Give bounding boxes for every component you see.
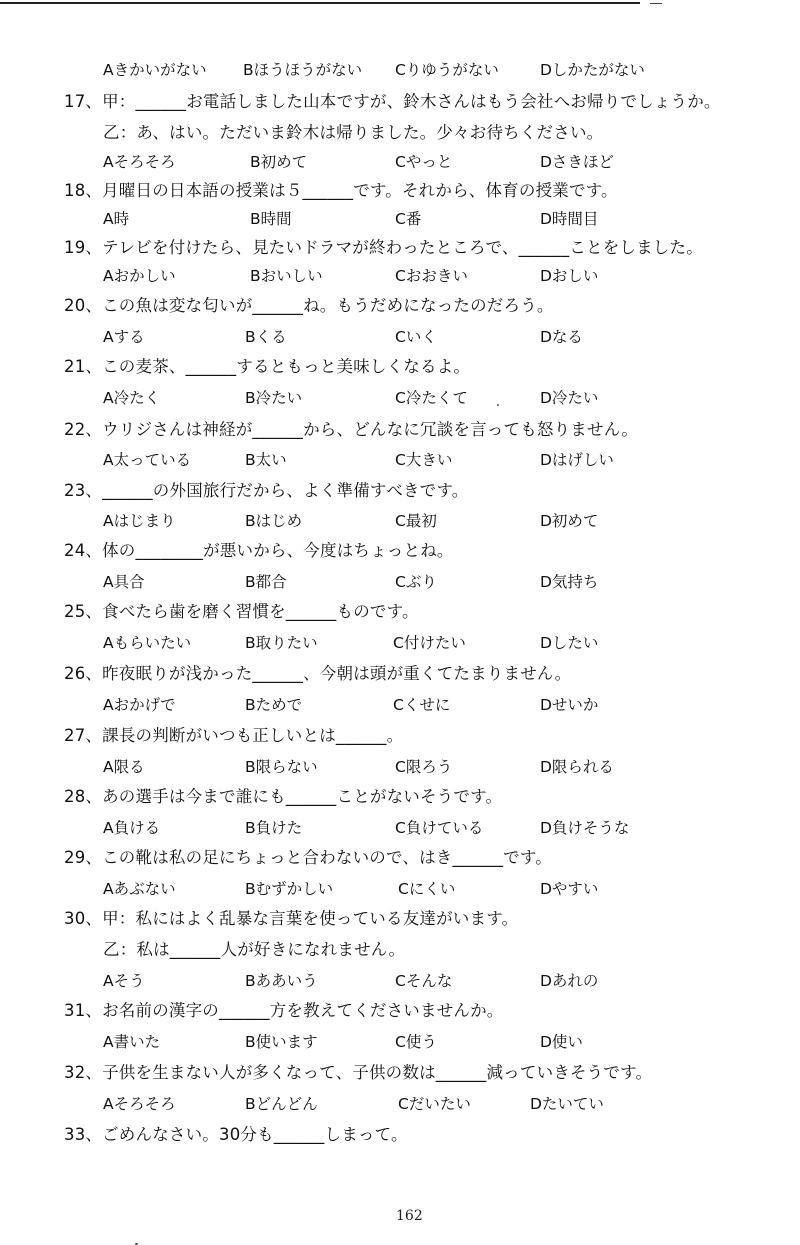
option-22-b: B太い [245,451,287,469]
question-17-line2: 乙：あ、はい。ただいま鈴木は帰りました。少々お待ちください。 [103,123,604,142]
option-18-c: C番 [395,210,422,228]
option-17-c: Cやっと [395,153,453,171]
option-30-c: Cそんな [395,972,453,990]
question-25-text: 25、食べたら歯を磨く習慣を______ものです。 [64,602,419,621]
question-31-text: 31、お名前の漢字の______方を教えてくださいませんか。 [64,1001,504,1020]
question-32-text: 32、子供を生まない人が多くなって、子供の数は______減っていきそうです。 [64,1063,653,1082]
top-border-rule [0,2,640,4]
question-29-text: 29、この靴は私の足にちょっと合わないので、はき______です。 [64,848,552,867]
option-17-b: B初めて [250,153,308,171]
option-28-d: D負けそうな [540,819,630,837]
option-25-d: Dしたい [540,634,599,652]
option-32-a: Aそろそろ [103,1095,176,1113]
option-19-c: Cおおきい [395,267,468,285]
option-17-a: Aそろそろ [103,153,176,171]
page-number: 162 [396,1208,423,1224]
option-28-b: B負けた [245,819,303,837]
option-19-d: Dおしい [540,267,599,285]
option-26-d: Dせいか [540,696,599,714]
option-16-d: Dしかたがない [540,61,645,79]
scan-speck [497,404,499,406]
option-21-c: C冷たくて [395,389,468,407]
option-30-d: Dあれの [540,972,599,990]
option-27-b: B限らない [245,758,318,776]
option-17-d: Dさきほど [540,153,614,171]
option-23-d: D初めて [540,512,599,530]
option-26-a: Aおかげで [103,696,176,714]
option-23-c: C最初 [395,512,437,530]
question-27-text: 27、課長の判断がいつも正しいとは______。 [64,726,404,745]
option-29-b: Bむずかしい [245,880,334,898]
option-28-c: C負けている [395,819,484,837]
option-27-a: A限る [103,758,145,776]
option-31-c: C使う [395,1033,437,1051]
option-26-b: Bためで [245,696,303,714]
option-24-c: Cぶり [395,573,437,591]
option-20-d: Dなる [540,328,583,346]
option-29-d: Dやすい [540,880,599,898]
option-28-a: A負ける [103,819,161,837]
option-29-a: Aあぶない [103,880,176,898]
option-23-a: Aはじまり [103,512,176,530]
question-19-text: 19、テレビを付けたら、見たいドラマが終わったところで、______ことをしました。 [64,238,703,257]
option-22-c: C大きい [395,451,453,469]
option-19-a: Aおかしい [103,267,176,285]
option-25-c: C付けたい [393,634,466,652]
option-24-d: D気持ち [540,573,599,591]
option-32-d: Dたいてい [530,1095,604,1113]
option-18-d: D時間目 [540,210,599,228]
option-24-b: B都合 [245,573,287,591]
option-16-b: Bほうほうがない [243,61,363,79]
question-26-text: 26、昨夜眠りが浅かった______、今朝は頭が重くてたまりません。 [64,664,572,683]
option-16-c: Cりゆうがない [395,61,499,79]
option-18-b: B時間 [250,210,292,228]
question-18-text: 18、月曜日の日本語の授業は５______です。それから、体育の授業です。 [64,181,618,200]
option-25-a: Aもらいたい [103,634,192,652]
option-20-b: Bくる [245,328,287,346]
question-33-text: 33、ごめんなさい。30分も______しまって。 [64,1125,408,1144]
option-25-b: B取りたい [245,634,318,652]
option-21-a: A冷たく [103,389,161,407]
question-30-line2: 乙：私は______人が好きになれません。 [103,940,406,959]
option-32-c: Cだいたい [398,1095,471,1113]
option-22-d: Dはげしい [540,451,614,469]
option-20-c: Cいく [395,328,437,346]
option-31-a: A書いた [103,1033,161,1051]
option-32-b: Bどんどん [245,1095,318,1113]
question-17-text: 17、甲：______お電話しました山本ですが、鈴木さんはもう会社へお帰りでしょうか。 [64,92,721,111]
option-20-a: Aする [103,328,145,346]
option-23-b: Bはじめ [245,512,303,530]
option-31-b: B使います [245,1033,318,1051]
option-18-a: A時 [103,210,130,228]
option-21-d: D冷たい [540,389,599,407]
question-28-text: 28、あの選手は今まで誰にも______ことがないそうです。 [64,787,503,806]
option-24-a: A具合 [103,573,145,591]
option-21-b: B冷たい [245,389,303,407]
option-30-a: Aそう [103,972,145,990]
top-border-mark [650,3,662,4]
option-26-c: Cくせに [393,696,451,714]
question-21-text: 21、この麦茶、______するともっと美味しくなるよ。 [64,357,471,376]
question-22-text: 22、ウリジさんは神経が______から、どんなに冗談を言っても怒りません。 [64,420,639,439]
option-27-d: D限られる [540,758,614,776]
option-19-b: Bおいしい [250,267,323,285]
option-30-b: Bああいう [245,972,318,990]
question-23-text: 23、______の外国旅行だから、よく準備すべきです。 [64,481,469,500]
question-30-text: 30、甲：私にはよく乱暴な言葉を使っている友達がいます。 [64,909,519,928]
option-22-a: A太っている [103,451,192,469]
option-31-d: D使い [540,1033,583,1051]
question-24-text: 24、体の________が悪いから、今度はちょっとね。 [64,541,454,560]
option-29-c: Cにくい [398,880,456,898]
question-20-text: 20、この魚は変な匂いが______ね。もうだめになったのだろう。 [64,296,554,315]
option-16-a: Aきかいがない [103,61,207,79]
option-27-c: C限ろう [395,758,453,776]
